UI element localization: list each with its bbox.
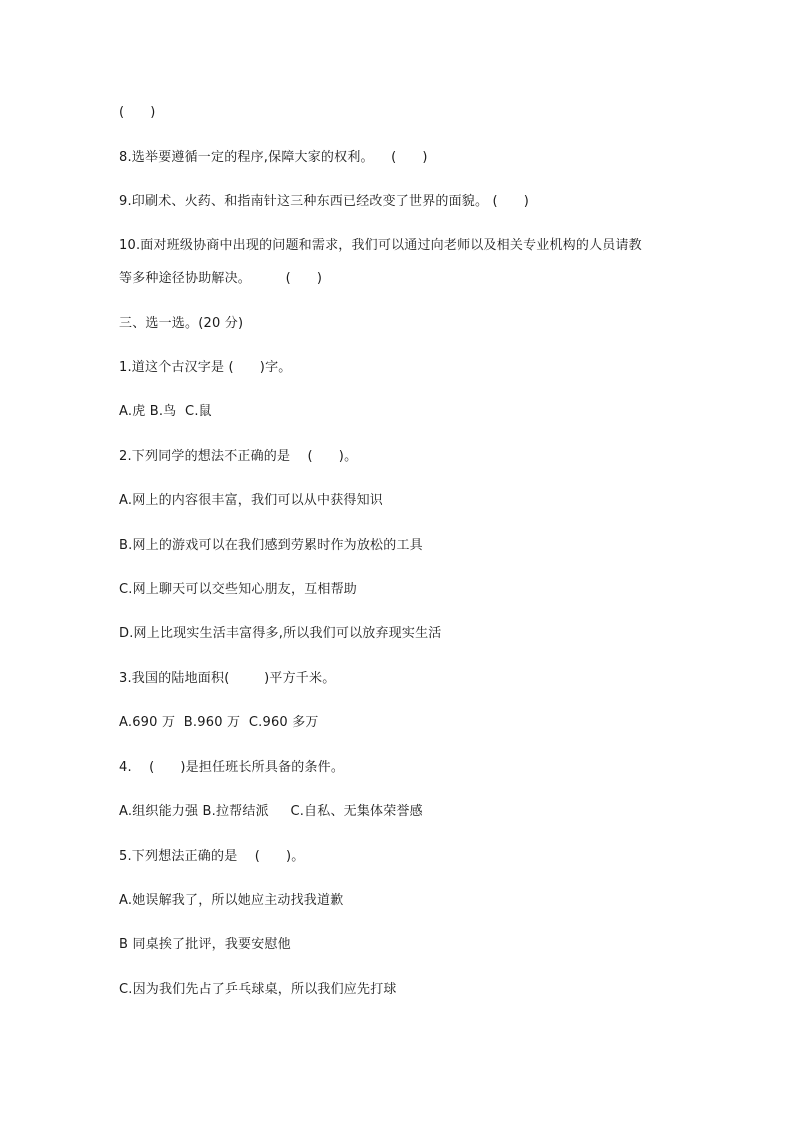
- true-false-item-8: 8.选举要遵循一定的程序,保障大家的权利。 ( ): [119, 150, 428, 165]
- question-2-option-d: D.网上比现实生活丰富得多,所以我们可以放弃现实生活: [119, 626, 442, 641]
- question-2-option-a: A.网上的内容很丰富，我们可以从中获得知识: [119, 493, 383, 508]
- true-false-item-10-continuation: 等多种途径协助解决。 ( ): [119, 271, 323, 286]
- answer-blank-line: ( ): [119, 105, 156, 120]
- question-2-option-c: C.网上聊天可以交些知心朋友，互相帮助: [119, 582, 358, 597]
- true-false-item-9: 9.印刷术、火药、和指南针这三种东西已经改变了世界的面貌。 ( ): [119, 194, 530, 209]
- question-4: 4. ( )是担任班长所具备的条件。: [119, 760, 345, 775]
- question-3: 3.我国的陆地面积( )平方千米。: [119, 671, 336, 686]
- question-1-options: A.虎 B.鸟 C.鼠: [119, 404, 212, 419]
- question-5-option-a: A.她误解我了，所以她应主动找我道歉: [119, 893, 344, 908]
- question-5: 5.下列想法正确的是 ( )。: [119, 849, 305, 864]
- question-3-options: A.690 万 B.960 万 C.960 多万: [119, 715, 319, 730]
- question-5-option-b: B 同桌挨了批评，我要安慰他: [119, 937, 291, 952]
- question-5-option-c: C.因为我们先占了乒乓球桌，所以我们应先打球: [119, 982, 397, 997]
- question-4-options: A.组织能力强 B.拉帮结派 C.自私、无集体荣誉感: [119, 804, 423, 819]
- section-heading: 三、选一选。(20 分): [119, 316, 244, 331]
- question-2: 2.下列同学的想法不正确的是 ( )。: [119, 449, 358, 464]
- true-false-item-10: 10.面对班级协商中出现的问题和需求，我们可以通过向老师以及相关专业机构的人员请教: [119, 238, 642, 253]
- question-2-option-b: B.网上的游戏可以在我们感到劳累时作为放松的工具: [119, 538, 423, 553]
- question-1: 1.道这个古汉字是 ( )字。: [119, 360, 292, 375]
